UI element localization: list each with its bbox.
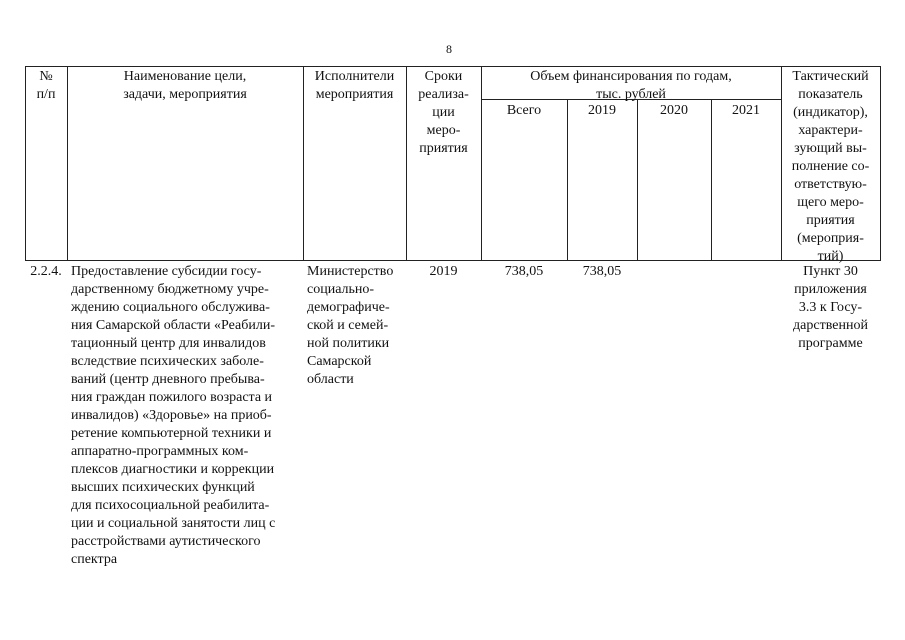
row-executor: Министерство социально- демографиче- ской и семей- ной политики Самарской области bbox=[307, 264, 394, 387]
table-header-bottom bbox=[25, 260, 881, 261]
row-number: 2.2.4. bbox=[30, 264, 62, 279]
table-border-right bbox=[880, 66, 881, 261]
page-number: 8 bbox=[446, 42, 452, 56]
row-term: 2019 bbox=[429, 264, 458, 279]
row-total: 738,05 bbox=[504, 264, 544, 279]
header-total: Всего bbox=[506, 103, 542, 118]
row-2019: 738,05 bbox=[582, 264, 622, 279]
row-indicator: Пункт 30 приложения 3.3 к Госу- дарственной программе bbox=[793, 264, 868, 351]
header-year-2020: 2020 bbox=[660, 103, 688, 118]
row-name: Предоставление субсидии госу- дарственному бюджетному учре- ждению социального обслужива- ния Самарской области «Реабили- тационный центр для инвалидов вследствие психических заболе- ваний (центр дневного пребыва- ния граждан пожилого возраста и инвалидов) «Здоровье» на приоб- ретение компьютерной техники и аппаратно-программных ком- плексов диагностики и коррекции высших психических функций для психосоциальной реабилита- ции и социальной занятости лиц с расстройствами аутистического спектра bbox=[71, 264, 276, 567]
header-year-2021: 2021 bbox=[732, 103, 760, 118]
header-indicator: Тактический показатель (индикатор), характери- зующий вы- полнение со- ответствую- щего меро- приятия (мероприя- тий) bbox=[791, 69, 870, 264]
header-terms: Сроки реализа- ции меро- приятия bbox=[418, 69, 469, 156]
header-funding: Объем финансирования по годам, тыс. рублей bbox=[530, 69, 732, 102]
col-divider bbox=[567, 100, 568, 261]
col-divider bbox=[637, 100, 638, 261]
header-year-2019: 2019 bbox=[588, 103, 616, 118]
header-executors: Исполнители мероприятия bbox=[314, 69, 395, 102]
header-number: № п/п bbox=[36, 69, 56, 102]
table-border-top bbox=[25, 66, 881, 67]
header-name: Наименование цели, задачи, мероприятия bbox=[123, 69, 247, 102]
col-divider bbox=[711, 100, 712, 261]
